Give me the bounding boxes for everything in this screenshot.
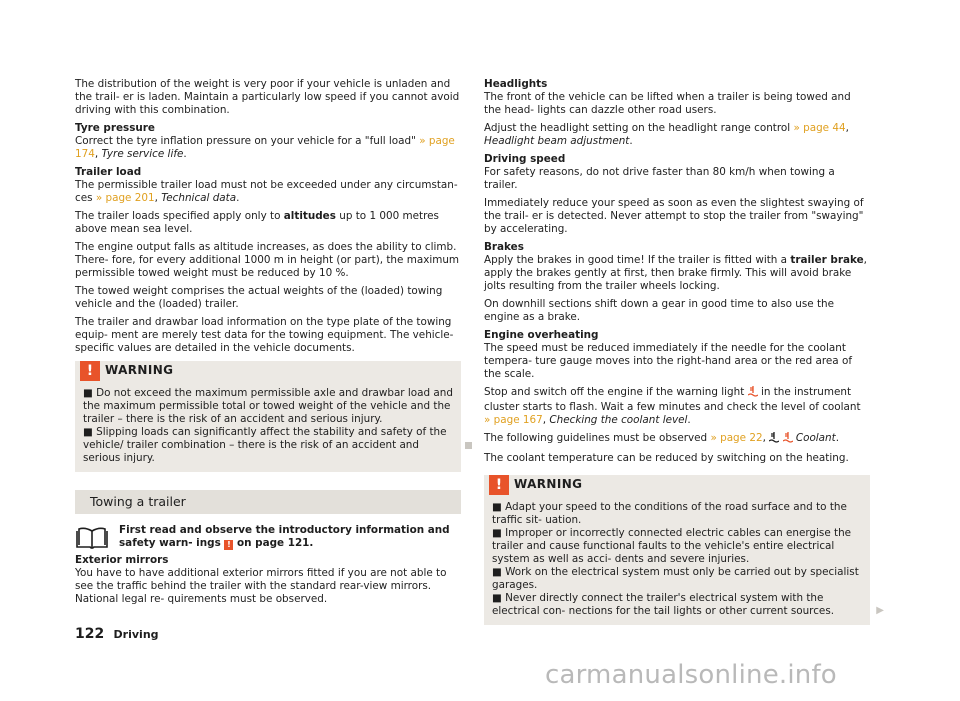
brakes-text-post: , apply the brakes gently at first, then brake firmly. This will avoid brake jolts resulting from the trailer wheels locking. — [484, 254, 867, 292]
paragraph-guidelines — [484, 432, 870, 447]
separator: , — [94, 148, 99, 160]
separator: , — [542, 414, 547, 426]
intro-page-ref: on page 121. — [237, 537, 314, 549]
paragraph-swaying: Immediately reduce your speed as soon as even the slightest swaying of the trail- er is detected. Never attempt to stop the trailer from "swaying" by accelerating. — [484, 197, 864, 235]
right-column — [484, 78, 884, 625]
paragraph-tyre-pressure — [75, 122, 461, 161]
paragraph-altitudes — [75, 210, 461, 236]
stop-text-pre: Stop and switch off the engine if the warning light — [484, 386, 745, 398]
paragraph-driving-speed — [484, 153, 870, 192]
heading-engine-overheating: Engine overheating — [484, 329, 599, 341]
warning-item: ■ Work on the electrical system must only be carried out by specialist garages. — [492, 566, 859, 591]
paragraph-towed-weight: The towed weight comprises the actual weights of the (loaded) towing vehicle and the (loaded) trailer. — [75, 285, 443, 310]
separator: , — [845, 122, 849, 134]
warning-item: ■ Do not exceed the maximum permissible axle and drawbar load and the maximum permissible total or towed weight of the vehicle and the trailer – there is the risk of an accident and serious injury. — [83, 387, 453, 425]
intro-note — [75, 524, 461, 554]
paragraph-engine-overheating — [484, 329, 870, 381]
stop-text-mid: in the instrument cluster starts to flash. Wait a few minutes and check the level of coolant — [484, 386, 861, 413]
warning-body — [484, 497, 870, 618]
period: . — [236, 192, 240, 204]
period: . — [687, 414, 691, 426]
page-number: 122 — [75, 626, 105, 642]
period: . — [629, 135, 633, 147]
brakes-text-pre: Apply the brakes in good time! If the trailer is fitted with a — [484, 254, 788, 266]
heading-exterior-mirrors: Exterior mirrors — [75, 554, 169, 566]
coolant-warning-icon — [769, 432, 779, 447]
brakes-bold: trailer brake — [790, 254, 864, 266]
warning-box-left — [75, 361, 461, 472]
warning-item: ■ Never directly connect the trailer's electrical system with the electrical con- nections for the tail lights or other current sources. — [492, 592, 835, 617]
adjust-text: Adjust the headlight setting on the headlight range control — [484, 122, 791, 134]
ref-checking-coolant: Checking the coolant level — [549, 414, 688, 426]
warning-title: WARNING — [105, 363, 174, 377]
section-header — [75, 490, 461, 514]
alt-text-pre: The trailer loads specified apply only to — [75, 210, 281, 222]
alt-text-post: up to 1 000 metres above mean sea level. — [75, 210, 439, 235]
link-page-174[interactable]: » page 174 — [75, 135, 455, 160]
warning-item: ■ Improper or incorrectly connected electric cables can energise the trailer and cause functional faults to the vehicle's entire electrical system as well as acci- dents and severe injuries. — [492, 527, 852, 565]
heading-driving-speed: Driving speed — [484, 153, 566, 165]
ref-technical-data: Technical data — [161, 192, 237, 204]
ref-coolant: Coolant — [795, 432, 836, 444]
coolant-warning-icon — [748, 386, 758, 401]
separator: , — [154, 192, 158, 204]
paragraph-exterior-mirrors — [75, 554, 461, 606]
warning-icon: ! — [489, 475, 509, 495]
separator: , — [762, 432, 766, 444]
section-title: Towing a trailer — [90, 494, 186, 509]
ref-tyre-service-life: Tyre service life — [101, 148, 184, 160]
paragraph-trailer-load — [75, 166, 461, 205]
warning-header — [484, 475, 870, 497]
ref-headlight-beam: Headlight beam adjustment — [484, 135, 630, 147]
left-column — [75, 78, 461, 611]
headlights-text: The front of the vehicle can be lifted when a trailer is being towed and the head- lights can dazzle other road users. — [484, 91, 851, 116]
watermark: carmanualsonline.info — [545, 660, 837, 690]
period: . — [183, 148, 187, 160]
tyre-text: Correct the tyre inflation pressure on your vehicle for a "full load" — [75, 135, 416, 147]
period: . — [835, 432, 840, 444]
warning-icon: ! — [224, 540, 233, 550]
continue-arrow-icon: ▶ — [876, 605, 884, 616]
trailer-load-text: The permissible trailer load must not be exceeded under any circumstan- ces — [75, 179, 458, 204]
footer-section: Driving — [113, 628, 159, 641]
link-page-167[interactable]: » page 167 — [484, 414, 543, 426]
end-square-icon — [465, 440, 472, 453]
heading-tyre-pressure: Tyre pressure — [75, 122, 155, 134]
paragraph-headlights — [484, 78, 870, 117]
paragraph-heating: The coolant temperature can be reduced by switching on the heating. — [484, 452, 849, 464]
warning-item: ■ Slipping loads can significantly affect the stability and safety of the vehicle/ trailer combination – there is the risk of an accident and serious injury. — [83, 426, 447, 464]
heading-brakes: Brakes — [484, 241, 524, 253]
warning-header — [75, 361, 461, 383]
paragraph-weight-distribution: The distribution of the weight is very poor if your vehicle is unladen and the trail- er is laden. Maintain a particularly low speed if you cannot avoid driving with this combination. — [75, 78, 460, 116]
page-footer — [75, 628, 159, 642]
warning-item: ■ Adapt your speed to the conditions of the road surface and to the traffic sit- uation. — [492, 501, 847, 526]
heading-headlights: Headlights — [484, 78, 548, 90]
intro-text: First read and observe the introductory information and safety warn- ings — [119, 524, 450, 549]
overheat-text: The speed must be reduced immediately if the needle for the coolant tempera- ture gauge moves into the right-hand area or the red area of the scale. — [484, 342, 852, 380]
link-page-22[interactable]: » page 22 — [710, 432, 763, 444]
book-icon — [75, 527, 109, 553]
guidelines-text: The following guidelines must be observed — [484, 432, 708, 444]
warning-body — [75, 383, 461, 465]
alt-bold: altitudes — [283, 210, 336, 222]
paragraph-brakes — [484, 241, 870, 293]
link-page-44[interactable]: » page 44 — [793, 122, 846, 134]
paragraph-engine-output: The engine output falls as altitude increases, as does the ability to climb. There- fore, for every additional 1000 m in height (or part), the maximum permissible towed weight must be reduced by 10 %. — [75, 241, 460, 279]
speed-text: For safety reasons, do not drive faster than 80 km/h when towing a trailer. — [484, 166, 835, 191]
paragraph-adjust-headlight — [484, 122, 870, 148]
warning-title: WARNING — [514, 477, 583, 491]
link-page-201[interactable]: » page 201 — [95, 192, 155, 204]
warning-icon: ! — [80, 361, 100, 381]
heading-trailer-load: Trailer load — [75, 166, 142, 178]
paragraph-stop-engine — [484, 386, 870, 427]
paragraph-downhill: On downhill sections shift down a gear in good time to also use the engine as a brake. — [484, 298, 835, 323]
coolant-warning-icon — [783, 432, 793, 447]
paragraph-type-plate: The trailer and drawbar load information on the type plate of the towing equip- ment are merely test data for the towing equipment. The vehicle-specific values are detailed in the vehicle documents. — [75, 316, 454, 354]
warning-box-right — [484, 475, 884, 625]
mirrors-text: You have to have additional exterior mirrors fitted if you are not able to see the traffic behind the trailer with the standard rear-view mirrors. National legal re- quirements must be observed. — [75, 567, 447, 605]
